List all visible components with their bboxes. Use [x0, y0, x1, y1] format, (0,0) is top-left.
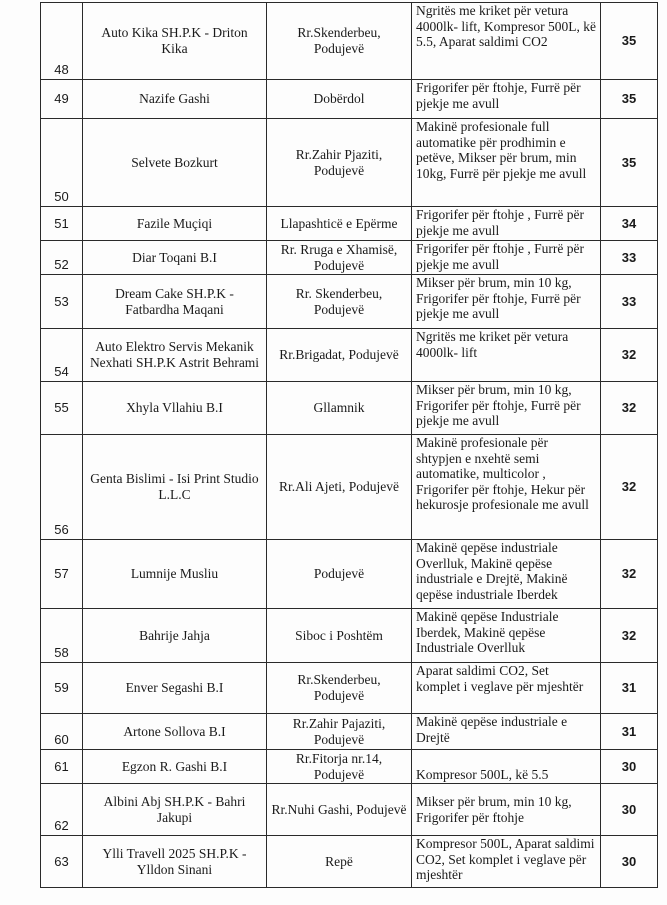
equipment-list: Ngritës me kriket për vetura 4000lk- lift, Kompresor 500L, kë 5.5, Aparat saldimi CO2 — [412, 3, 601, 80]
table-row — [41, 609, 658, 663]
table-row — [41, 663, 658, 714]
table-row — [41, 750, 658, 784]
beneficiaries-table — [40, 2, 658, 888]
table-row — [41, 784, 658, 836]
row-number: 51 — [41, 207, 83, 241]
equipment-list: Makinë qepëse industriale e Drejtë — [412, 714, 601, 750]
table-row — [41, 207, 658, 241]
applicant-address: Rr.Brigadat, Podujevë — [267, 329, 412, 382]
table-row — [41, 382, 658, 435]
score: 30 — [601, 836, 658, 888]
row-number: 48 — [41, 3, 83, 80]
table-row — [41, 540, 658, 609]
applicant-name: Fazile Muçiqi — [83, 207, 267, 241]
applicant-address: Rr. Rruga e Xhamisë, Podujevë — [267, 241, 412, 275]
score: 32 — [601, 609, 658, 663]
applicant-address: Rr.Zahir Pjaziti, Podujevë — [267, 119, 412, 207]
equipment-list: Makinë qepëse industriale Overlluk, Makinë qepëse industriale e Drejtë, Makinë qepëse industriale Iberdek — [412, 540, 601, 609]
equipment-list: Mikser për brum, min 10 kg, Frigorifer për ftohje — [412, 784, 601, 836]
row-number: 60 — [41, 714, 83, 750]
equipment-list: Ngritës me kriket për vetura 4000lk- lift — [412, 329, 601, 382]
score: 33 — [601, 241, 658, 275]
row-number: 55 — [41, 382, 83, 435]
score: 30 — [601, 784, 658, 836]
equipment-list: Kompresor 500L, Aparat saldimi CO2, Set komplet i veglave për mjeshtër — [412, 836, 601, 888]
equipment-list: Makinë profesionale për shtypjen e nxehtë semi automatike, multicolor , Frigorifer për ftohje, Hekur për hekurosje profesionale me avull — [412, 435, 601, 540]
row-number: 56 — [41, 435, 83, 540]
applicant-address: Rr.Skenderbeu, Podujevë — [267, 3, 412, 80]
applicant-address: Llapashticë e Epërme — [267, 207, 412, 241]
score: 32 — [601, 435, 658, 540]
equipment-list: Makinë profesionale full automatike për prodhimin e petëve, Mikser për brum, min 10kg, Furrë për pjekje me avull — [412, 119, 601, 207]
equipment-list: Mikser për brum, min 10 kg, Frigorifer për ftohje, Furrë për pjekje me avull — [412, 275, 601, 329]
equipment-list: Aparat saldimi CO2, Set komplet i veglave për mjeshtër — [412, 663, 601, 714]
row-number: 62 — [41, 784, 83, 836]
row-number: 58 — [41, 609, 83, 663]
table-row — [41, 329, 658, 382]
applicant-address: Siboc i Poshtëm — [267, 609, 412, 663]
applicant-name: Albini Abj SH.P.K - Bahri Jakupi — [83, 784, 267, 836]
applicant-address: Repë — [267, 836, 412, 888]
row-number: 57 — [41, 540, 83, 609]
applicant-name: Ylli Travell 2025 SH.P.K - Ylldon Sinani — [83, 836, 267, 888]
applicant-address: Rr.Fitorja nr.14, Podujevë — [267, 750, 412, 784]
applicant-name: Nazife Gashi — [83, 80, 267, 119]
score: 31 — [601, 714, 658, 750]
applicant-name: Egzon R. Gashi B.I — [83, 750, 267, 784]
applicant-name: Xhyla Vllahiu B.I — [83, 382, 267, 435]
table-row — [41, 241, 658, 275]
score: 33 — [601, 275, 658, 329]
equipment-list: Frigorifer për ftohje, Furrë për pjekje me avull — [412, 80, 601, 119]
score: 31 — [601, 663, 658, 714]
row-number: 61 — [41, 750, 83, 784]
applicant-address: Dobërdol — [267, 80, 412, 119]
applicant-name: Selvete Bozkurt — [83, 119, 267, 207]
equipment-list: Frigorifer për ftohje , Furrë për pjekje me avull — [412, 207, 601, 241]
equipment-list: Makinë qepëse Industriale Iberdek, Makinë qepëse Industriale Overlluk — [412, 609, 601, 663]
score: 35 — [601, 80, 658, 119]
equipment-list: Kompresor 500L, kë 5.5 — [412, 750, 601, 784]
table-row — [41, 275, 658, 329]
applicant-name: Auto Elektro Servis Mekanik Nexhati SH.P.K Astrit Behrami — [83, 329, 267, 382]
applicant-address: Rr.Zahir Pajaziti, Podujevë — [267, 714, 412, 750]
score: 35 — [601, 3, 658, 80]
score: 35 — [601, 119, 658, 207]
applicant-address: Rr.Ali Ajeti, Podujevë — [267, 435, 412, 540]
row-number: 53 — [41, 275, 83, 329]
score: 34 — [601, 207, 658, 241]
score: 30 — [601, 750, 658, 784]
applicant-address: Podujevë — [267, 540, 412, 609]
score: 32 — [601, 382, 658, 435]
applicant-name: Artone Sollova B.I — [83, 714, 267, 750]
applicant-address: Rr.Nuhi Gashi, Podujevë — [267, 784, 412, 836]
applicant-name: Dream Cake SH.P.K - Fatbardha Maqani — [83, 275, 267, 329]
applicant-address: Rr.Skenderbeu, Podujevë — [267, 663, 412, 714]
row-number: 63 — [41, 836, 83, 888]
row-number: 59 — [41, 663, 83, 714]
table-row — [41, 435, 658, 540]
applicant-address: Rr. Skenderbeu, Podujevë — [267, 275, 412, 329]
applicant-address: Gllamnik — [267, 382, 412, 435]
applicant-name: Bahrije Jahja — [83, 609, 267, 663]
equipment-list: Frigorifer për ftohje , Furrë për pjekje me avull — [412, 241, 601, 275]
table-row — [41, 3, 658, 80]
applicant-name: Diar Toqani B.I — [83, 241, 267, 275]
applicant-name: Auto Kika SH.P.K - Driton Kika — [83, 3, 267, 80]
table-row — [41, 119, 658, 207]
row-number: 50 — [41, 119, 83, 207]
table-row — [41, 836, 658, 888]
score: 32 — [601, 329, 658, 382]
applicant-name: Enver Segashi B.I — [83, 663, 267, 714]
applicant-name: Genta Bislimi - Isi Print Studio L.L.C — [83, 435, 267, 540]
row-number: 49 — [41, 80, 83, 119]
score: 32 — [601, 540, 658, 609]
row-number: 52 — [41, 241, 83, 275]
applicant-name: Lumnije Musliu — [83, 540, 267, 609]
row-number: 54 — [41, 329, 83, 382]
equipment-list: Mikser për brum, min 10 kg, Frigorifer për ftohje, Furrë për pjekje me avull — [412, 382, 601, 435]
table-row — [41, 714, 658, 750]
table-row — [41, 80, 658, 119]
